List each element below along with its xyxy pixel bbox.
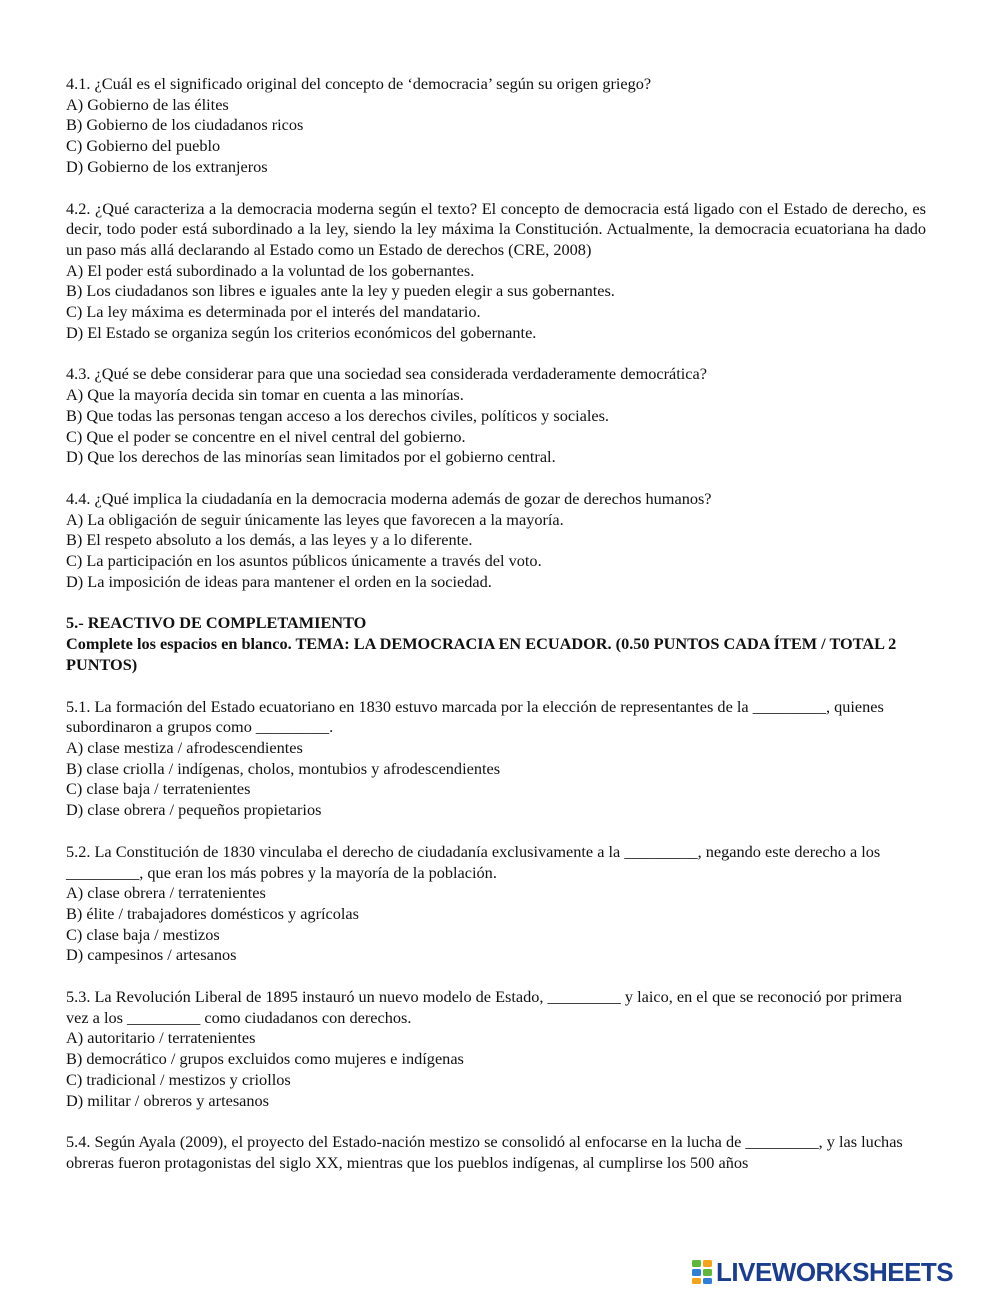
option-b[interactable]: B) El respeto absoluto a los demás, a las leyes y a lo diferente. [66, 530, 473, 550]
question-4-4 [66, 489, 926, 593]
option-d[interactable]: D) La imposición de ideas para mantener el orden en la sociedad. [66, 571, 492, 591]
option-d[interactable]: D) clase obrera / pequeños propietarios [66, 800, 322, 820]
option-a[interactable]: A) Gobierno de las élites [66, 94, 229, 114]
question-stem: 5.2. La Constitución de 1830 vinculaba el derecho de ciudadanía exclusivamente a la _________, negando este derecho a los _________, que eran los más pobres y la mayoría de la población. [66, 841, 881, 882]
section-title: 5.- REACTIVO DE COMPLETAMIENTO [66, 613, 367, 633]
brand-name: LIVEWORKSHEETS [716, 1256, 954, 1287]
question-stem: 5.1. La formación del Estado ecuatoriano en 1830 estuvo marcada por la elección de representantes de la _________, quienes subordinaron a grupos como _________. [66, 696, 884, 737]
question-stem: 5.3. La Revolución Liberal de 1895 instauró un nuevo modelo de Estado, _________ y laico, en el que se reconoció por primera vez a los _________ como ciudadanos con derechos. [66, 987, 902, 1027]
liveworksheets-logo-icon [691, 1259, 713, 1285]
option-a[interactable]: A) clase mestiza / afrodescendientes [66, 737, 303, 757]
option-b[interactable]: B) Los ciudadanos son libres e iguales ante la ley y pueden elegir a sus gobernantes. [66, 281, 615, 301]
section-instructions: Complete los espacios en blanco. TEMA: LA DEMOCRACIA EN ECUADOR. (0.50 PUNTOS CADA ÍTEM / TOTAL 2 PUNTOS) [66, 634, 897, 674]
question-5-3 [66, 987, 926, 1111]
question-stem: 4.3. ¿Qué se debe considerar para que una sociedad sea considerada verdaderamente democrática? [66, 364, 707, 384]
option-b[interactable]: B) Gobierno de los ciudadanos ricos [66, 115, 304, 135]
question-5-4 [66, 1132, 926, 1173]
question-4-2 [66, 199, 926, 344]
option-d[interactable]: D) Gobierno de los extranjeros [66, 156, 268, 176]
section-5-header [66, 613, 926, 675]
question-4-3 [66, 364, 926, 468]
option-c[interactable]: C) clase baja / terratenientes [66, 779, 251, 799]
option-b[interactable]: B) élite / trabajadores domésticos y agrícolas [66, 903, 359, 923]
question-stem: 4.2. ¿Qué caracteriza a la democracia moderna según el texto? El concepto de democracia está ligado con el Estado de derecho, es decir, todo poder está subordinado a la ley, siendo la ley máxima la Constitución. Actualmente, la democracia ecuatoriana ha dado un paso más allá declarando al Estado como un Estado de derechos (CRE, 2008) [66, 198, 926, 259]
liveworksheets-logo [691, 1257, 953, 1287]
question-stem: 5.4. Según Ayala (2009), el proyecto del Estado-nación mestizo se consolidó al enfocarse en la lucha de _________, y las luchas obreras fueron protagonistas del siglo XX, mientras que los pueblos indígenas, al cumplirse los 500 años [66, 1132, 903, 1172]
option-c[interactable]: C) clase baja / mestizos [66, 924, 220, 944]
worksheet-page [66, 74, 926, 1195]
option-a[interactable]: A) La obligación de seguir únicamente las leyes que favorecen a la mayoría. [66, 509, 564, 529]
option-c[interactable]: C) La participación en los asuntos públicos únicamente a través del voto. [66, 551, 542, 571]
option-a[interactable]: A) El poder está subordinado a la voluntad de los gobernantes. [66, 260, 475, 280]
option-a[interactable]: A) Que la mayoría decida sin tomar en cuenta a las minorías. [66, 385, 464, 405]
question-4-1 [66, 74, 926, 178]
question-stem: 4.1. ¿Cuál es el significado original del concepto de ‘democracia’ según su origen griego? [66, 74, 652, 93]
option-c[interactable]: C) La ley máxima es determinada por el interés del mandatario. [66, 302, 481, 322]
option-d[interactable]: D) militar / obreros y artesanos [66, 1090, 270, 1110]
option-d[interactable]: D) campesinos / artesanos [66, 945, 237, 965]
option-c[interactable]: C) Gobierno del pueblo [66, 136, 221, 156]
option-c[interactable]: C) Que el poder se concentre en el nivel central del gobierno. [66, 426, 466, 446]
option-d[interactable]: D) El Estado se organiza según los criterios económicos del gobernante. [66, 322, 537, 342]
option-a[interactable]: A) autoritario / terratenientes [66, 1028, 256, 1048]
option-b[interactable]: B) Que todas las personas tengan acceso a los derechos civiles, políticos y sociales. [66, 405, 610, 425]
option-a[interactable]: A) clase obrera / terratenientes [66, 883, 266, 903]
option-d[interactable]: D) Que los derechos de las minorías sean limitados por el gobierno central. [66, 447, 556, 467]
option-c[interactable]: C) tradicional / mestizos y criollos [66, 1069, 291, 1089]
option-b[interactable]: B) clase criolla / indígenas, cholos, montubios y afrodescendientes [66, 758, 501, 778]
question-5-1 [66, 697, 926, 821]
option-b[interactable]: B) democrático / grupos excluidos como mujeres e indígenas [66, 1049, 464, 1069]
question-stem: 4.4. ¿Qué implica la ciudadanía en la democracia moderna además de gozar de derechos humanos? [66, 488, 712, 508]
question-5-2 [66, 842, 926, 966]
